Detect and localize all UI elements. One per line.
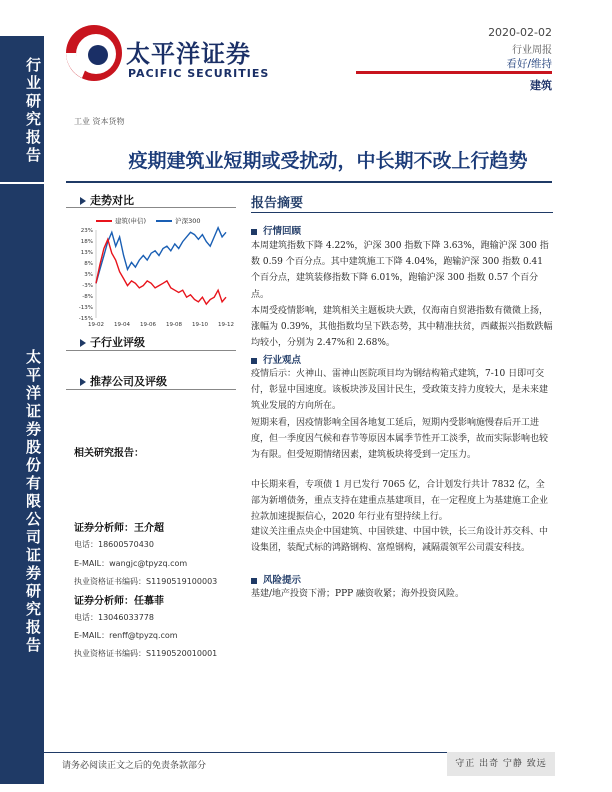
related-reports-heading: 相关研究报告： [74, 448, 144, 459]
triangle-icon [80, 197, 86, 205]
industry-view-heading-label: 行业观点 [263, 355, 302, 366]
sub-industry-heading-label: 子行业评级 [90, 336, 145, 349]
page-title: 疫期建筑业短期或受扰动，中长期不改上行趋势 [128, 150, 528, 172]
analyst1-phone: 电话：18600570430 [74, 540, 154, 549]
analyst1-cert: 执业资格证书编码：S1190519100003 [74, 577, 218, 586]
logo-name-en: PACIFIC SECURITIES [128, 67, 270, 80]
recommend-heading [80, 373, 167, 389]
market-review-heading [251, 223, 301, 237]
triangle-icon [80, 339, 86, 347]
industry-view-p3: 中长期来看，专项债 1 月已发行 7065 亿，合计划发行共计 7832 亿，全部为新增债务，重点支持在建重点基建项目，在一定程度上为基建施工企业拉款加速提振信心，2020 年行业有望持续上行。 [251, 480, 549, 523]
trend-chart-svg [66, 226, 238, 336]
legend-label-construction: 建筑(申信) [115, 217, 147, 225]
analyst2-cert: 执业资格证书编码：S1190520010001 [74, 649, 218, 658]
legend-label-hs300: 沪深300 [175, 217, 201, 225]
company-logo-icon [62, 16, 122, 90]
market-review-p2: 本周受疫情影响，建筑相关主题板块大跌，仅海南自贸港指数有微微上扬，涨幅为 0.39%，其他指数均呈下跌态势，其中精准扶贫，西藏振兴指数跌幅均较小，分别为 2.47%和 2.68%。 [251, 306, 553, 349]
sub-industry-heading [80, 334, 145, 350]
market-review-heading-label: 行情回顾 [263, 226, 302, 237]
square-bullet-icon [251, 578, 257, 584]
sidebar-bottom-text: 太平洋证券股份有限公司证券研究报告 [24, 349, 42, 655]
summary-heading: 报告摘要 [251, 196, 304, 211]
y-tick-label: 23% [80, 228, 93, 234]
summary-divider [251, 212, 553, 213]
report-type: 行业周报 [512, 45, 552, 56]
y-tick-label: -3% [82, 283, 93, 289]
analyst1-email: E-MAIL：wangjc@tpyzq.com [74, 559, 188, 568]
x-tick-label: 19-10 [192, 322, 208, 328]
logo-name-cn: 太平洋证券 [126, 40, 251, 68]
risk-heading-label: 风险提示 [263, 575, 302, 586]
footer-motto: 守正 出奇 宁静 致远 [447, 752, 555, 776]
y-tick-label: 3% [84, 272, 93, 278]
breadcrumb: 工业 资本货物 [74, 117, 125, 126]
series-line-hs300 [96, 228, 226, 284]
x-tick-label: 19-06 [140, 322, 156, 328]
trend-chart [66, 212, 238, 332]
sub-industry-divider [66, 350, 236, 351]
header-red-line [356, 71, 552, 74]
analyst2-phone: 电话：13046033778 [74, 613, 154, 622]
x-tick-label: 19-04 [114, 322, 130, 328]
sidebar-top-text: 行业研究报告 [24, 57, 42, 165]
analyst1-label: 证券分析师：王介超 [74, 523, 164, 534]
triangle-icon [80, 378, 86, 386]
y-tick-label: 13% [80, 250, 93, 256]
square-bullet-icon [251, 229, 257, 235]
trend-divider [66, 207, 236, 208]
legend-swatch-hs300 [156, 220, 172, 222]
analyst2-label: 证券分析师：任慕菲 [74, 596, 164, 607]
sector-label: 建筑 [530, 79, 552, 92]
legend-swatch-construction [96, 220, 112, 222]
footer-disclaimer: 请务必阅读正文之后的免责条款部分 [62, 761, 207, 771]
y-tick-label: -8% [82, 294, 93, 300]
x-tick-label: 19-08 [166, 322, 182, 328]
industry-view-p1: 疫情后示：火神山、雷神山医院项目均为钢结构箱式建筑，7-10 日即可交付，彰显中国速度。该板块涉及国计民生，受政策支持力度较大，是未来建筑业发展的方向所在。 [251, 369, 549, 412]
industry-view-p2: 短期来看，因疫情影响全国各地复工延后，短期内受影响施慢春后开工进度，但一季度因气候和春节等原因本属季节性开工淡季，故而实际影响也较为有限。但受短期情绪因素，建筑板块将受到一定压力。 [251, 418, 549, 461]
y-tick-label: -15% [78, 316, 93, 322]
x-tick-label: 19-02 [88, 322, 104, 328]
recommend-heading-label: 推荐公司及评级 [90, 375, 167, 388]
trend-heading-label: 走势对比 [90, 194, 134, 207]
market-review-p1: 本周建筑指数下降 4.22%，沪深 300 指数下降 3.63%，跑输沪深 300 指数 0.59 个百分点。其中建筑施工下降 4.04%，跑输沪深 300 指数 0.41 个百分点，建筑装修指数下降 6.01%，跑输沪深 300 指数 0.57 个百分点。 [251, 241, 549, 300]
chart-legend [96, 216, 201, 225]
recommend-divider [66, 389, 236, 390]
risk-text: 基建/地产投资下滑；PPP 融资收紧；海外投资风险。 [251, 589, 465, 599]
y-tick-label: 8% [84, 261, 93, 267]
risk-heading [251, 572, 301, 586]
trend-heading [80, 192, 134, 208]
analyst2-email: E-MAIL：renff@tpyzq.com [74, 631, 178, 640]
industry-view-p4: 建议关注重点央企中国建筑、中国铁建、中国中铁，长三角设计苏交科、中设集团，装配式标的鸿路钢构、富煌钢构，减隔震领军公司震安科技。 [251, 527, 549, 554]
footer-line [44, 752, 447, 753]
title-underline [66, 181, 552, 183]
x-tick-label: 19-12 [218, 322, 234, 328]
rating: 看好/维持 [506, 58, 552, 70]
square-bullet-icon [251, 358, 257, 364]
industry-view-heading [251, 352, 301, 366]
y-tick-label: -13% [78, 305, 93, 311]
report-date: 2020-02-02 [488, 26, 552, 39]
series-line-construction [96, 239, 226, 304]
y-tick-label: 18% [80, 239, 93, 245]
